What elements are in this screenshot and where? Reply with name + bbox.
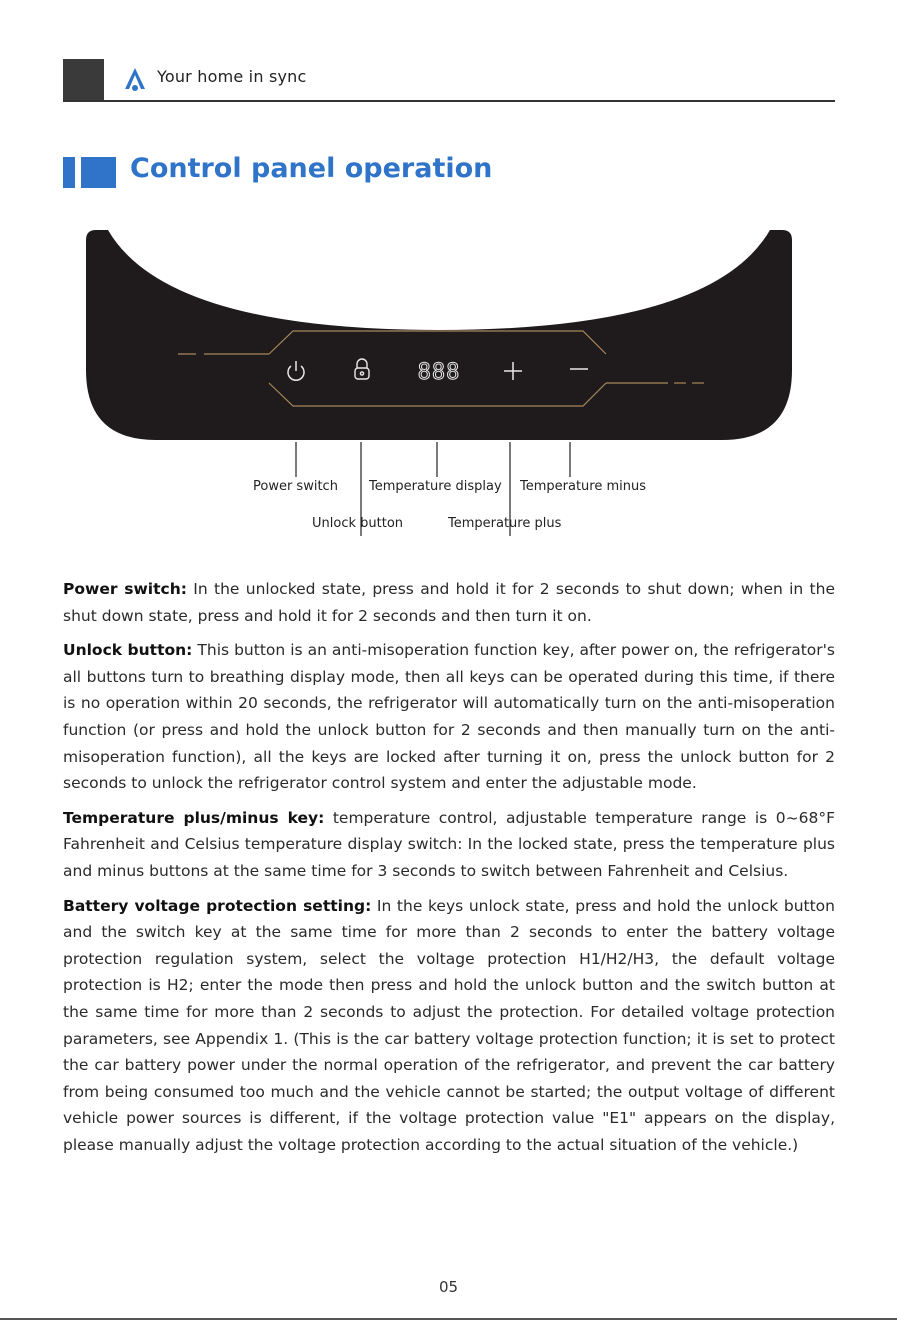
- control-panel-illustration: [86, 230, 792, 440]
- title-marker-small: [63, 157, 75, 188]
- paragraph-unlock-button: [63, 637, 835, 797]
- callout-temperature-plus: Temperature plus: [448, 516, 562, 531]
- term-temperature-key: Temperature plus/minus key:: [63, 808, 325, 827]
- paragraph-battery-protection: [63, 893, 835, 1159]
- header-divider: [63, 100, 835, 102]
- page-title: Control panel operation: [130, 153, 493, 184]
- text-battery-protection: In the keys unlock state, press and hold the unlock button and the switch key at the same time for more than 2 seconds to enter the battery voltage protection regulation system, select the voltage protection H1/H2/H3, the default voltage protection is H2; enter the mode then press and hold the unlock button and the switch button at the same time for more than 2 seconds to adjust the protection. For detailed voltage protection parameters, see Appendix 1. (This is the car battery voltage protection function; it is set to protect the car battery power under the normal operation of the refrigerator, and prevent the car battery from being consumed too much and the vehicle cannot be started; the output voltage of different vehicle power sources is different, if the voltage protection value "E1" appears on the display, please manually adjust the voltage protection according to the actual situation of the vehicle.): [63, 896, 835, 1154]
- text-power-switch: In the unlocked state, press and hold it for 2 seconds to shut down; when in the shut down state, press and hold it for 2 seconds and then turn it on.: [63, 580, 835, 625]
- term-power-switch: Power switch:: [63, 580, 187, 598]
- title-marker-large: [81, 157, 116, 188]
- callout-unlock-button: Unlock button: [312, 516, 404, 531]
- callout-temperature-minus: Temperature minus: [520, 479, 647, 494]
- callout-power-switch: Power switch: [253, 479, 338, 494]
- footer-divider: [0, 1318, 897, 1320]
- instructions-body: [63, 576, 835, 1166]
- header-block: [63, 59, 104, 101]
- callout-temperature-display: Temperature display: [369, 479, 502, 494]
- term-unlock-button: Unlock button:: [63, 641, 193, 660]
- paragraph-temperature-key: [63, 805, 835, 885]
- text-temperature-key: temperature control, adjustable temperature range is 0~68°F Fahrenheit and Celsius temperature display switch: In the locked state, press the temperature plus and minus buttons at the same time for 3 seconds to switch between Fahrenheit and Celsius.: [63, 808, 836, 880]
- paragraph-power-switch: [63, 576, 835, 629]
- term-battery-protection: Battery voltage protection setting:: [63, 896, 372, 915]
- brand-logo-icon: [120, 63, 150, 93]
- temperature-display-digits: 888: [417, 360, 461, 385]
- text-unlock-button: This button is an anti-misoperation function key, after power on, the refrigerator's all buttons turn to breathing display mode, then all keys can be operated during this time, if there is no operation within 20 seconds, the refrigerator will automatically turn on the anti-misoperation function (or press and hold the unlock button for 2 seconds and then manually turn on the anti-misoperation function), all the keys are locked after turning it on, press the unlock button for 2 seconds to unlock the refrigerator control system and enter the adjustable mode.: [63, 641, 835, 793]
- page-number: 05: [438, 1278, 459, 1296]
- panel-body: [86, 230, 792, 440]
- header-tagline: Your home in sync: [157, 67, 307, 86]
